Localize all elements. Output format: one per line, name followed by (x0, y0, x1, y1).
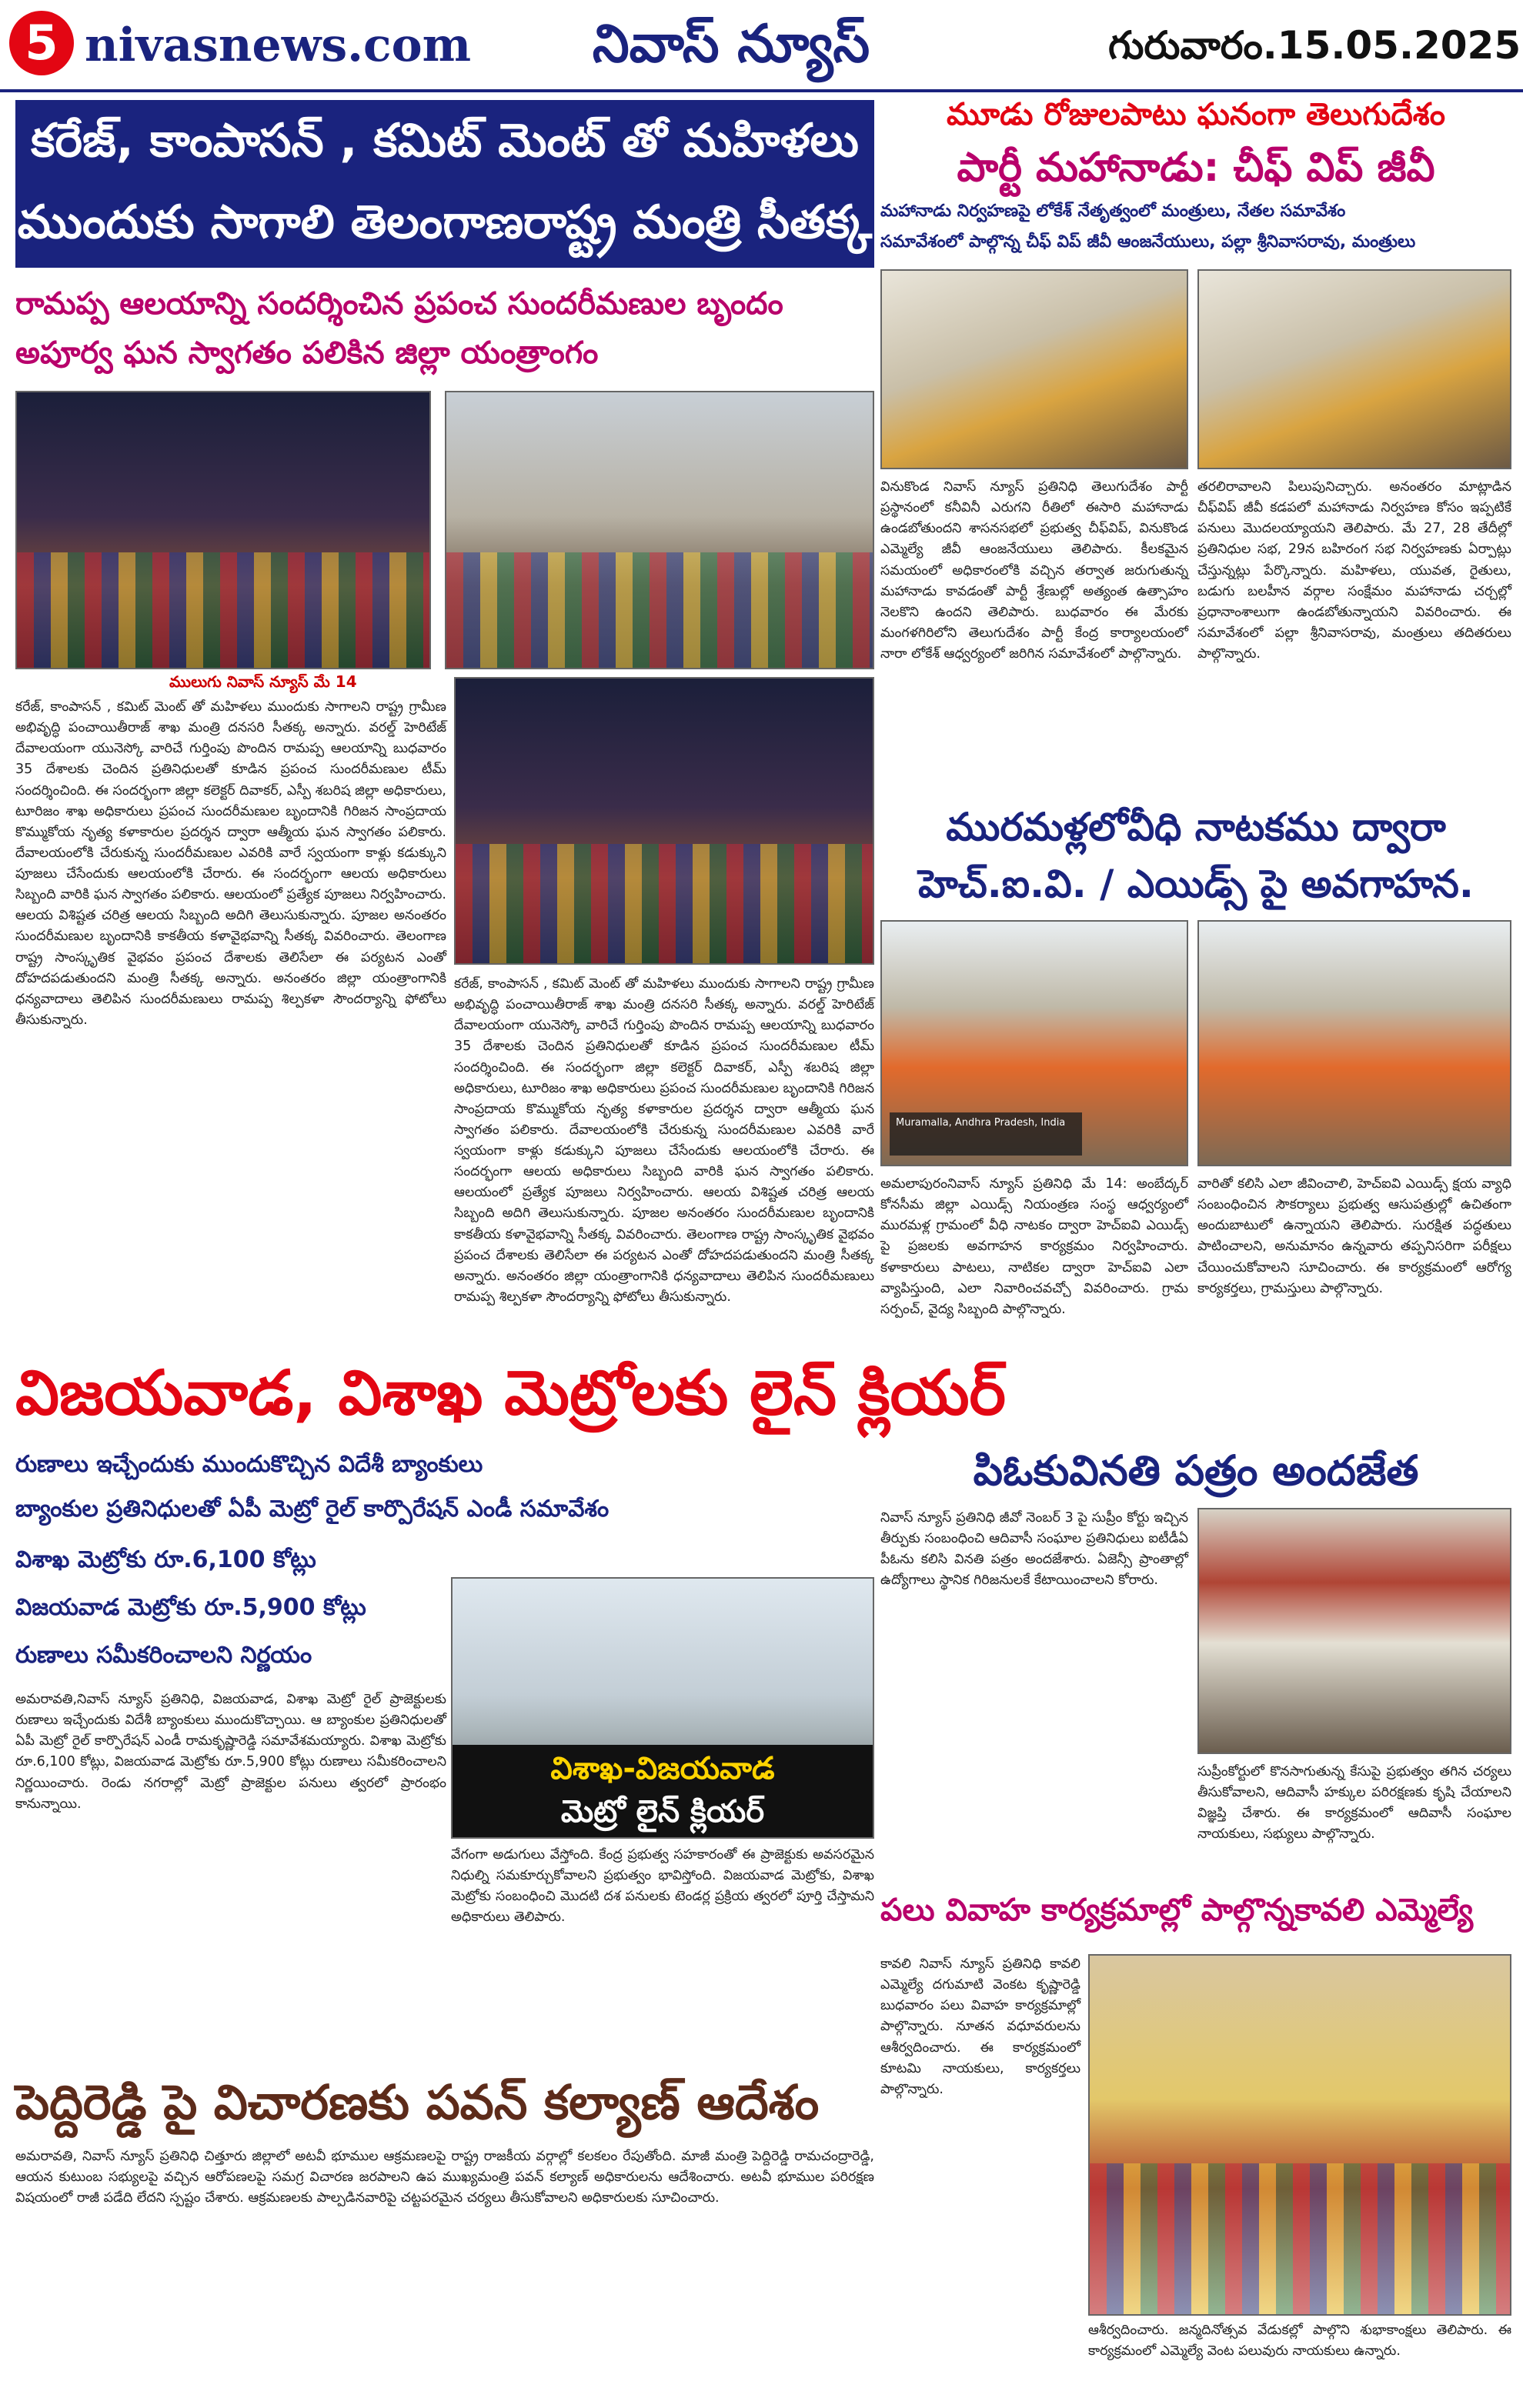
metro-subhead-1: రుణాలు ఇచ్చేందుకు ముందుకొచ్చిన విదేశీ బ్యాంకులు (15, 1451, 483, 1478)
kavali-body-2: ఆశీర్వదించారు. జన్మదినోత్సవ వేడుకల్లో పాల్గొని శుభాకాంక్షలు తెలిపారు. ఈ కార్యక్రమంలో ఎమ్మెల్యే వెంట పలువురు నాయకులు ఉన్నారు. (1088, 2323, 1511, 2360)
ramappa-photo-2 (445, 391, 874, 669)
mahanadu-body-2: తరలిరావాలని పిలుపునిచ్చారు. అనంతరం మాట్లాడిన చీఫ్‌విప్ జీవీ కడపలో మహానాడు నిర్వహణ కోసం ఇప్పటికే పనులు మొదలయ్యాయని తెలిపారు. మే 27, 28 తేదీల్లో ప్రతినిధుల సభ, 29న బహిరంగ సభ నిర్వహణకు ఏర్పాట్లు చేస్తున్నట్లు పేర్కొన్నారు. మహిళలు, యువత, రైతులు, బడుగు బలహీన వర్గాల సంక్షేమం మహానాడు చర్చల్లో ప్రధానాంశాలుగా ఉండబోతున్నాయని వివరించారు. ఈ సమావేశంలో పల్లా శ్రీనివాసరావు, మంత్రులు తదితరులు పాల్గొన్నారు. (1197, 479, 1511, 662)
metro-body-2: వేగంగా అడుగులు వేస్తోంది. కేంద్ర ప్రభుత్వ సహకారంతో ఈ ప్రాజెక్టుకు అవసరమైన నిధుల్ని సమకూర్చుకోవాలని ప్రభుత్వం భావిస్తోంది. విజయవాడ మెట్రోకు, విశాఖ మెట్రోకు సంబంధించి మొదటి దశ పనులకు టెండర్ల ప్రక్రియ త్వరలో పూర్తి చేస్తామని అధికారులు తెలిపారు. (451, 1847, 874, 1926)
seethakka-headline-box (15, 100, 874, 268)
kavali-body-1: కావలి నివాస్ న్యూస్ ప్రతినిధి కావలి ఎమ్మెల్యే దగుమాటి వెంకట కృష్ణారెడ్డి బుధవారం పలు వివాహ కార్యక్రమాల్లో పాల్గొన్నారు. నూతన వధూవరులను ఆశీర్వదించారు. ఈ కార్యక్రమంలో కూటమి నాయకులు, కార్యకర్తలు పాల్గొన్నారు. (880, 1956, 1080, 2097)
map-overlay-label: Muramalla, Andhra Pradesh, India (896, 1117, 1066, 1129)
mahanadu-subhead-2: సమావేశంలో పాల్గొన్న చీఫ్ విప్ జీవీ ఆంజనేయులు, పల్లా శ్రీనివాసరావు, మంత్రులు (880, 232, 1416, 252)
seethakka-body: కరేజ్, కాంపాసన్ , కమిట్ మెంట్ తో మహిళలు ముందుకు సాగాలని రాష్ట్ర గ్రామీణ అభివృద్ధి పంచాయితీరాజ్ శాఖ మంత్రి దనసరి సీతక్క అన్నారు. వరల్డ్ హెరిటేజ్ దేవాలయంగా యునెస్కో వారిచే గుర్తింపు పొందిన రామప్ప ఆలయాన్ని బుధవారం 35 దేశాలకు చెందిన ప్రతినిధులతో కూడిన ప్రపంచ సుందరీమణుల టీమ్ సందర్శించింది. ఈ సందర్భంగా జిల్లా కలెక్టర్ దివాకర్, ఎస్పీ శబరిష జిల్లా అధికారులు, టూరిజం శాఖ అధికారులు ప్రపంచ సుందరీమణుల బృందానికి గిరిజన సాంప్రదాయ కొమ్ముకోయ నృత్య కళాకారుల ప్రదర్శన ద్వారా ఆత్మీయ ఘన స్వాగతం పలికారు. దేవాలయంలోకి చేరుకున్న సుందరీమణుల ఎవరికి వారే స్వయంగా కాళ్లు కడుక్కుని పూజలు చేసేందుకు ఆలయంలోకి చేరారు. ఈ సందర్భంగా ఆలయ అధికారులు సిబ్బంది వారికి ఘన స్వాగతం పలికారు. ఆలయంలో ప్రత్యేక పూజలు నిర్వహించారు. ఆలయ విశిష్టత చరిత్ర ఆలయ సిబ్బంది అదిగి తెలుసుకున్నారు. పూజల అనంతరం సుందరీమణుల బృందానికి కాకతీయ కళావైభవాన్ని సీతక్క వివరించారు. తెలంగాణ రాష్ట్ర సాంస్కృతిక వైభవం ప్రపంచ దేశాలకు తెలిసేలా ఈ పర్యటన ఎంతో దోహదపడుతుందని మంత్రి సీతక్క అన్నారు. అనంతరం జిల్లా యంత్రాంగానికి ధన్యవాదాలు తెలిపిన సుందరీమణులు రామప్ప శిల్పకళా సౌందర్యాన్ని ఫోటోలు తీసుకున్నారు. (15, 699, 446, 1028)
kavali-headline: పలు వివాహ కార్యక్రమాల్లో పాల్గొన్నకావలి ఎమ్మెల్యే (880, 1893, 1474, 1928)
metro-subhead-2: బ్యాంకుల ప్రతినిధులతో ఏపీ మెట్రో రైల్ కార్పొరేషన్ ఎండీ సమావేశం (15, 1496, 610, 1523)
aids-body-2: వారితో కలిసి ఎలా జీవించాలి, హెచ్ఐవి ఎయిడ్స్ క్షయ వ్యాధి సంబంధించిన సౌకర్యాలు ప్రభుత్వ ఆసుపత్రుల్లో ఉచితంగా అందుబాటులో ఉన్నాయని తెలిపారు. సురక్షిత పద్ధతులు పాటించాలని, అనుమానం ఉన్నవారు తప్పనిసరిగా పరీక్షలు చేయించుకోవాలని సూచించారు. ఈ కార్యక్రమంలో ఆరోగ్య కార్యకర్తలు, గ్రామస్తులు పాల్గొన్నారు. (1197, 1176, 1511, 1296)
aids-headline-1: మురమళ్లలోవీధి నాటకము ద్వారా (946, 805, 1446, 849)
mahanadu-headline-1: మూడు రోజులపాటు ఘనంగా తెలుగుదేశం (947, 97, 1445, 132)
metro-subhead-5: రుణాలు సమీకరించాలని నిర్ణయం (15, 1642, 312, 1669)
metro-photo-text-1: విశాఖ-విజయవాడ (550, 1751, 775, 1786)
metro-subhead-4: విజయవాడ మెట్రోకు రూ.5,900 కోట్లు (15, 1594, 366, 1621)
metro-photo-banner (453, 1745, 873, 1837)
mahanadu-photo-2 (1197, 269, 1511, 469)
aids-headline-2: హెచ్.ఐ.వి. / ఎయిడ్స్ పై అవగాహన. (918, 862, 1474, 906)
metro-subhead-3: విశాఖ మెట్రోకు రూ.6,100 కోట్లు (15, 1546, 316, 1573)
seethakka-body-cont: కరేజ్, కాంపాసన్ , కమిట్ మెంట్ తో మహిళలు ముందుకు సాగాలని రాష్ట్ర గ్రామీణ అభివృద్ధి పంచాయితీరాజ్ శాఖ మంత్రి దనసరి సీతక్క అన్నారు. వరల్డ్ హెరిటేజ్ దేవాలయంగా యునెస్కో వారిచే గుర్తింపు పొందిన రామప్ప ఆలయాన్ని బుధవారం 35 దేశాలకు చెందిన ప్రతినిధులతో కూడిన ప్రపంచ సుందరీమణుల టీమ్ సందర్శించింది. ఈ సందర్భంగా జిల్లా కలెక్టర్ దివాకర్, ఎస్పీ శబరిష జిల్లా అధికారులు, టూరిజం శాఖ అధికారులు ప్రపంచ సుందరీమణుల బృందానికి గిరిజన సాంప్రదాయ కొమ్ముకోయ నృత్య కళాకారుల ప్రదర్శన ద్వారా ఆత్మీయ ఘన స్వాగతం పలికారు. దేవాలయంలోకి చేరుకున్న సుందరీమణుల ఎవరికి వారే స్వయంగా కాళ్లు కడుక్కుని పూజలు చేసేందుకు ఆలయంలోకి చేరారు. ఈ సందర్భంగా ఆలయ అధికారులు సిబ్బంది వారికి ఘన స్వాగతం పలికారు. ఆలయంలో ప్రత్యేక పూజలు నిర్వహించారు. ఆలయ విశిష్టత చరిత్ర ఆలయ సిబ్బంది అదిగి తెలుసుకున్నారు. పూజల అనంతరం సుందరీమణుల బృందానికి కాకతీయ కళావైభవాన్ని సీతక్క వివరించారు. తెలంగాణ రాష్ట్ర సాంస్కృతిక వైభవం ప్రపంచ దేశాలకు తెలిసేలా ఈ పర్యటన ఎంతో దోహదపడుతుందని మంత్రి సీతక్క అన్నారు. అనంతరం జిల్లా యంత్రాంగానికి ధన్యవాదాలు తెలిపిన సుందరీమణులు రామప్ప శిల్పకళా సౌందర్యాన్ని ఫోటోలు తీసుకున్నారు. (454, 976, 874, 1305)
aids-body-1: అమలాపురంనివాస్ న్యూస్ ప్రతినిధి మే 14: అంబేద్కర్ కోనసీమ జిల్లా ఎయిడ్స్ నియంత్రణ సంస్థ ఆధ్వర్యంలో మురమళ్ల గ్రామంలో వీధి నాటకం ద్వారా హెచ్ఐవి ఎయిడ్స్ పై ప్రజలకు అవగాహన కార్యక్రమం నిర్వహించారు. కళాకారులు పాటలు, నాటికల ద్వారా హెచ్ఐవి ఎలా వ్యాపిస్తుంది, ఎలా నివారించవచ్చో వివరించారు. గ్రామ సర్పంచ్, వైద్య సిబ్బంది పాల్గొన్నారు. (880, 1176, 1188, 1317)
issue-date: గురువారం.15.05.2025 (1108, 23, 1521, 68)
seethakka-headline-1: కరేజ్, కాంపాసన్ , కమిట్ మెంట్ తో మహిళలు (31, 114, 859, 168)
seethakka-subhead-1: రామప్ప ఆలయాన్ని సందర్శించిన ప్రపంచ సుందరీమణుల బృందం (15, 286, 783, 322)
page-number: 5 (9, 11, 74, 75)
mahanadu-headline-2: పార్టీ మహానాడు: చీఫ్ విప్ జీవీ (957, 145, 1435, 191)
pikku-headline: పిఓకువినతి పత్రం అందజేత (973, 1446, 1419, 1495)
kavali-photo (1088, 1954, 1511, 2316)
ramappa-photo-1 (15, 391, 431, 669)
seethakka-caption: ములుగు నివాస్ న్యూస్ మే 14 (169, 672, 357, 691)
pikku-photo (1197, 1508, 1511, 1754)
pawan-body: అమరావతి, నివాస్ న్యూస్ ప్రతినిధి చిత్తూరు జిల్లాలో అటవీ భూముల ఆక్రమణలపై రాష్ట్ర రాజకీయ వర్గాల్లో కలకలం రేపుతోంది. మాజీ మంత్రి పెద్దిరెడ్డి రామచంద్రారెడ్డి, ఆయన కుటుంబ సభ్యులపై వచ్చిన ఆరోపణలపై సమగ్ర విచారణ జరపాలని ఉప ముఖ్యమంత్రి పవన్ కల్యాణ్ అధికారులను ఆదేశించారు. అటవీ భూముల పరిరక్షణ విషయంలో రాజీ పడేది లేదని స్పష్టం చేశారు. ఆక్రమణలకు పాల్పడినవారిపై చట్టపరమైన చర్యలు తీసుకోవాలని అధికారులకు సూచించారు. (15, 2149, 874, 2206)
ramappa-photo-3 (454, 677, 874, 965)
seethakka-headline-2: ముందుకు సాగాలి తెలంగాణరాష్ట్ర మంత్రి సీతక్క (17, 195, 873, 249)
paper-logo: నివాస్ న్యూస్ (592, 14, 870, 75)
site-name[interactable]: nivasnews.com (85, 18, 472, 72)
mahanadu-subhead-1: మహానాడు నిర్వహణపై లోకేశ్ నేతృత్వంలో మంత్రులు, నేతల సమావేశం (880, 202, 1346, 221)
metro-photo (451, 1577, 874, 1839)
mahanadu-photo-1 (880, 269, 1188, 469)
map-overlay (890, 1112, 1082, 1156)
metro-photo-text-2: మెట్రో లైన్ క్లియర్ (560, 1794, 765, 1829)
metro-banner: విజయవాడ, విశాఖ మెట్రోలకు లైన్ క్లియర్ (15, 1357, 1006, 1429)
pawan-headline: పెద్దిరెడ్డి పై విచారణకు పవన్ కల్యాణ్ ఆదేశం (15, 2074, 820, 2130)
mahanadu-body-1: వినుకొండ నివాస్ న్యూస్ ప్రతినిధి తెలుగుదేశం పార్టీ ప్రస్థానంలో కనీవినీ ఎరుగని రీతిలో ఈసారి మహానాడు ఉండబోతుందని శాసనసభలో ప్రభుత్వ చీఫ్‌విప్, వినుకొండ ఎమ్మెల్యే జీవీ ఆంజనేయులు తెలిపారు. కీలకమైన సమయంలో అధికారంలోకి వచ్చిన తర్వాత జరుగుతున్న మహానాడు కావడంతో పార్టీ శ్రేణుల్లో అత్యంత ఉత్సాహం నెలకొని ఉందని తెలిపారు. బుధవారం ఈ మేరకు మంగళగిరిలోని తెలుగుదేశం పార్టీ కేంద్ర కార్యాలయంలో నారా లోకేశ్ ఆధ్వర్యంలో జరిగిన సమావేశంలో పాల్గొన్నారు. (880, 479, 1188, 662)
pikku-body-2: సుప్రీంకోర్టులో కొనసాగుతున్న కేసుపై ప్రభుత్వం తగిన చర్యలు తీసుకోవాలని, ఆదివాసీ హక్కుల పరిరక్షణకు కృషి చేయాలని విజ్ఞప్తి చేశారు. ఈ కార్యక్రమంలో ఆదివాసీ సంఘాల నాయకులు, సభ్యులు పాల్గొన్నారు. (1197, 1764, 1511, 1843)
pikku-body-1: నివాస్ న్యూస్ ప్రతినిధి జీవో నెంబర్ 3 పై సుప్రీం కోర్టు ఇచ్చిన తీర్పుకు సంబంధించి ఆదివాసీ సంఘాల ప్రతినిధులు ఐటీడీఏ పీఓను కలిసి వినతి పత్రం అందజేశారు. ఏజెన్సీ ప్రాంతాల్లో ఉద్యోగాలు స్థానిక గిరిజనులకే కేటాయించాలని కోరారు. (880, 1510, 1188, 1589)
masthead (0, 0, 1523, 92)
aids-photo-1 (880, 920, 1188, 1166)
seethakka-subhead-2: అపూర్వ ఘన స్వాగతం పలికిన జిల్లా యంత్రాంగం (15, 335, 599, 371)
metro-body-1: అమరావతి,నివాస్ న్యూస్ ప్రతినిధి, విజయవాడ, విశాఖ మెట్రో రైల్ ప్రాజెక్టులకు రుణాలు ఇచ్చేందుకు విదేశీ బ్యాంకులు ముందుకొచ్చాయి. ఆ బ్యాంకుల ప్రతినిధులతో ఏపీ మెట్రో రైల్ కార్పొరేషన్ ఎండీ రామకృష్ణారెడ్డి సమావేశమయ్యారు. విశాఖ మెట్రోకు రూ.6,100 కోట్లు, విజయవాడ మెట్రోకు రూ.5,900 కోట్లు రుణాలు సమీకరించాలని నిర్ణయించారు. రెండు నగరాల్లో మెట్రో ప్రాజెక్టుల పనులు త్వరలో ప్రారంభం కానున్నాయి. (15, 1692, 446, 1812)
aids-photo-2 (1197, 920, 1511, 1166)
